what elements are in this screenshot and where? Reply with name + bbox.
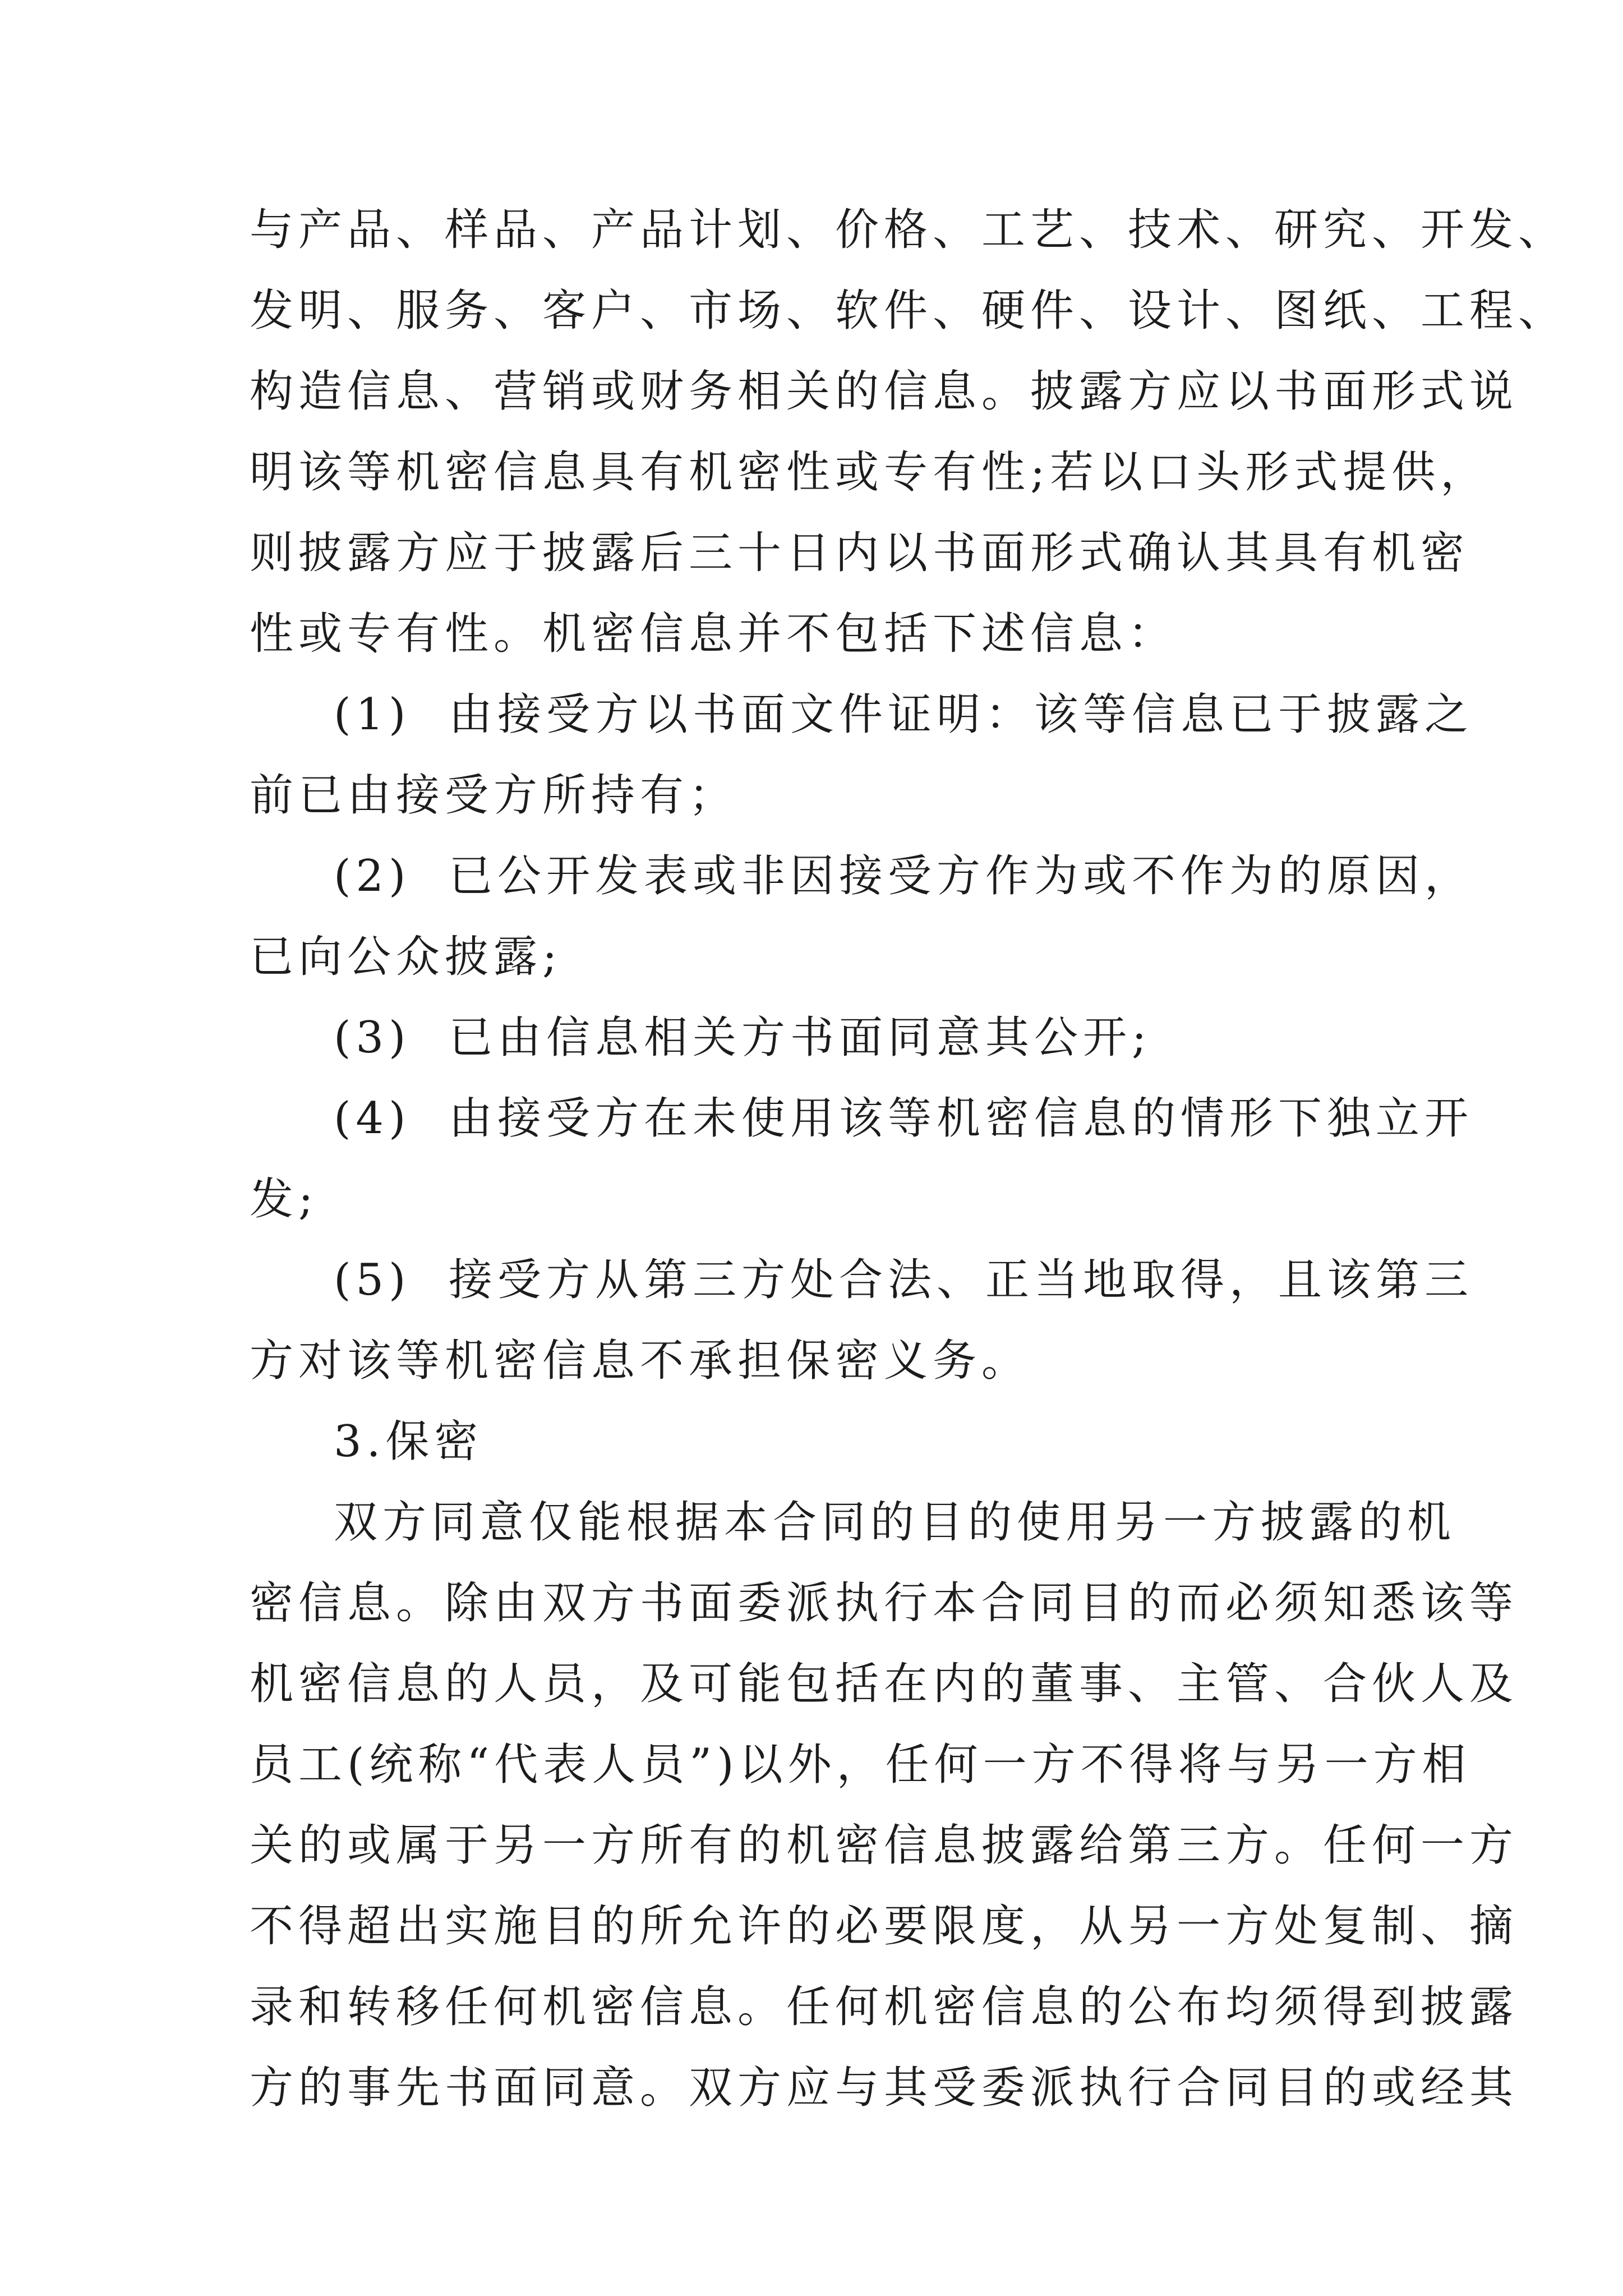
item-number: (3): [334, 1013, 411, 1063]
text-line: 录和转移任何机密信息。任何机密信息的公布均须得到披露: [250, 1982, 1519, 2032]
text-line: 关的或属于另一方所有的机密信息披露给第三方。任何一方: [250, 1820, 1519, 1871]
text-line: 与产品、样品、产品计划、价格、工艺、技术、研究、开发、: [250, 205, 1567, 255]
item-number: (4): [334, 1093, 411, 1144]
item-text-continued: 前已由接受方所持有；: [250, 770, 738, 821]
exclusion-item-1: [250, 674, 1474, 836]
exclusion-item-2: [250, 836, 1474, 997]
item-number: (5): [334, 1255, 411, 1305]
exclusion-item-4: [250, 1078, 1474, 1240]
item-text: 已公开发表或非因接受方作为或不作为的原因，: [449, 851, 1474, 901]
item-number: (2): [334, 851, 411, 901]
exclusion-item-5: [250, 1240, 1474, 1401]
text-line: 密信息。除由双方书面委派执行本合同目的而必须知悉该等: [250, 1578, 1519, 1628]
text-line: 发明、服务、客户、市场、软件、硬件、设计、图纸、工程、: [250, 286, 1567, 336]
item-text-continued: 方对该等机密信息不承担保密义务。: [250, 1336, 1031, 1386]
item-text: 由接受方在未使用该等机密信息的情形下独立开: [449, 1093, 1474, 1144]
paragraph-confidentiality: [250, 1482, 1519, 2128]
text-line: 明该等机密信息具有机密性或专有性;若以口头形式提供，: [250, 447, 1490, 498]
text-line: 性或专有性。机密信息并不包括下述信息：: [250, 609, 1177, 659]
document-body: [250, 190, 1567, 2128]
exclusion-item-3: [250, 997, 1455, 1078]
section-heading: 3.保密: [334, 1416, 483, 1467]
text-line: 双方同意仅能根据本合同的目的使用另一方披露的机: [334, 1497, 1456, 1548]
text-line: 机密信息的人员，及可能包括在内的董事、主管、合伙人及: [250, 1659, 1519, 1709]
text-line: 不得超出实施目的所允许的必要限度，从另一方处复制、摘: [250, 1901, 1519, 1952]
text-line: 方的事先书面同意。双方应与其受委派执行合同目的或经其: [250, 2063, 1519, 2113]
text-line: 构造信息、营销或财务相关的信息。披露方应以书面形式说: [250, 366, 1519, 417]
item-text: 由接受方以书面文件证明：该等信息已于披露之: [449, 689, 1474, 740]
text-line: 则披露方应于披露后三十日内以书面形式确认其具有机密: [250, 528, 1470, 578]
item-number: (1): [334, 689, 411, 740]
item-text: 已由信息相关方书面同意其公开;: [449, 1013, 1152, 1063]
paragraph-definition: [250, 190, 1567, 674]
item-text-continued: 发;: [250, 1174, 319, 1225]
text-line: 员工(统称“代表人员”)以外，任何一方不得将与另一方相: [250, 1740, 1471, 1790]
item-text: 接受方从第三方处合法、正当地取得，且该第三: [449, 1255, 1474, 1305]
item-text-continued: 已向公众披露;: [250, 932, 562, 982]
